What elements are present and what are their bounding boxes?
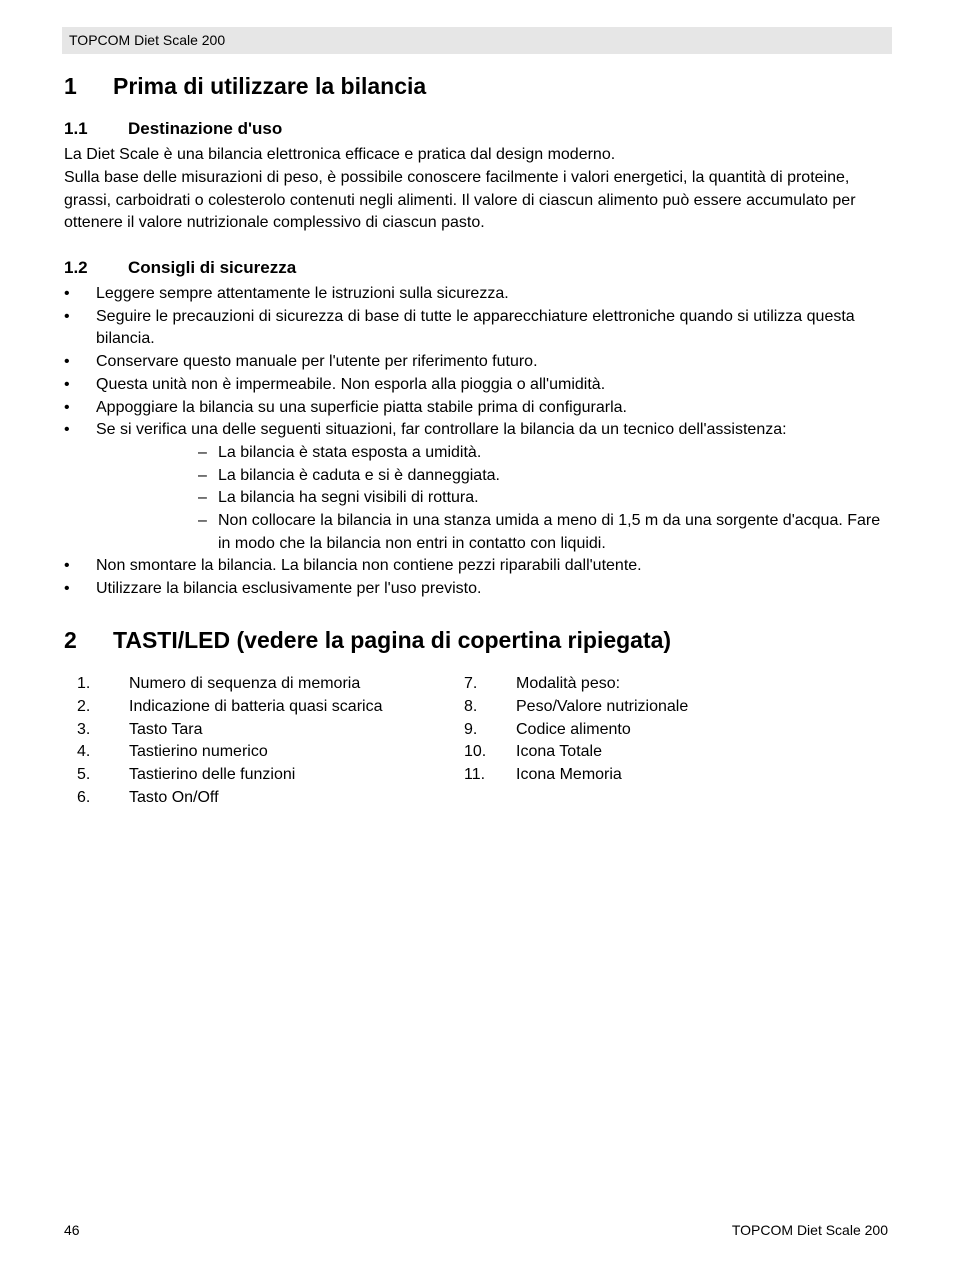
bullet-icon: • xyxy=(64,285,70,302)
key-label: Tasto On/Off xyxy=(129,788,219,806)
keys-list-right xyxy=(464,673,688,787)
safety-item xyxy=(64,419,892,555)
key-label: Tastierino delle funzioni xyxy=(129,766,296,784)
key-number: 5. xyxy=(77,766,91,784)
footer-title: TOPCOM Diet Scale 200 xyxy=(731,1222,888,1238)
safety-item xyxy=(64,283,892,306)
key-number: 4. xyxy=(77,743,91,761)
section-1-1-title: Destinazione d'uso xyxy=(128,119,283,138)
bullet-icon: • xyxy=(64,398,70,416)
section-1-title: Prima di utilizzare la bilancia xyxy=(113,73,427,99)
key-label: Numero di sequenza di memoria xyxy=(129,675,361,692)
section-2-number: 2 xyxy=(64,627,77,653)
key-label: Tasto Tara xyxy=(129,720,203,738)
safety-item-text: Leggere sempre attentamente le istruzioni sulla sicurezza. xyxy=(96,285,509,302)
bullet-icon: • xyxy=(64,421,70,439)
situation-item xyxy=(96,487,892,510)
situation-item xyxy=(96,442,892,465)
key-label: Icona Memoria xyxy=(516,766,622,784)
header-title: TOPCOM Diet Scale 200 xyxy=(69,32,226,48)
key-label: Codice alimento xyxy=(516,720,631,738)
safety-item-text: Questa unità non è impermeabile. Non esporla alla pioggia o all'umidità. xyxy=(96,375,606,393)
situation-item xyxy=(96,510,892,555)
key-item xyxy=(77,696,382,719)
bullet-icon: • xyxy=(64,557,70,575)
situation-item-text: Non collocare la bilancia in una stanza umida a meno di 1,5 m da una sorgente d'acqua. Fare in modo che la bilancia non entri in contatto con liquidi. xyxy=(218,512,881,552)
safety-list xyxy=(64,283,892,601)
dash-icon: – xyxy=(198,512,207,530)
key-item xyxy=(77,787,382,810)
key-item xyxy=(77,673,382,696)
intro-paragraph-1: La Diet Scale è una bilancia elettronica efficace e pratica dal design moderno. xyxy=(64,146,616,163)
key-number: 7. xyxy=(464,675,478,692)
key-number: 3. xyxy=(77,720,91,738)
situation-sublist xyxy=(96,442,892,556)
safety-item-text: Appoggiare la bilancia su una superficie piatta stabile prima di configurarla. xyxy=(96,398,627,416)
safety-item-text: Se si verifica una delle seguenti situazioni, far controllare la bilancia da un tecnico dell'assistenza: xyxy=(96,421,787,439)
bullet-icon: • xyxy=(64,307,70,325)
key-item xyxy=(464,764,688,787)
keys-list-left xyxy=(77,673,382,810)
safety-item xyxy=(64,351,892,374)
key-number: 10. xyxy=(464,743,487,761)
key-number: 8. xyxy=(464,697,478,715)
dash-icon: – xyxy=(198,489,207,507)
safety-item-text: Non smontare la bilancia. La bilancia non contiene pezzi riparabili dall'utente. xyxy=(96,557,642,575)
safety-item-text: Utilizzare la bilancia esclusivamente per l'uso previsto. xyxy=(96,580,482,598)
key-number: 11. xyxy=(464,766,486,784)
key-number: 9. xyxy=(464,720,478,738)
safety-item xyxy=(64,397,892,420)
key-label: Indicazione di batteria quasi scarica xyxy=(129,697,383,715)
key-item xyxy=(464,719,688,742)
key-item xyxy=(77,764,382,787)
section-1-2-number: 1.2 xyxy=(64,258,88,277)
bullet-icon: • xyxy=(64,353,70,371)
key-label: Tastierino numerico xyxy=(129,743,268,761)
safety-item xyxy=(64,306,892,351)
key-label: Modalità peso: xyxy=(516,675,621,692)
safety-item xyxy=(64,578,892,601)
dash-icon: – xyxy=(198,466,207,484)
section-1-2-title: Consigli di sicurezza xyxy=(128,258,297,277)
key-item xyxy=(77,719,382,742)
situation-item-text: La bilancia è stata esposta a umidità. xyxy=(218,443,482,461)
section-2-title: TASTI/LED (vedere la pagina di copertina ripiegata) xyxy=(113,627,672,653)
safety-item-text: Seguire le precauzioni di sicurezza di base di tutte le apparecchiature elettroniche quando si utilizza questa bilancia. xyxy=(96,307,855,348)
bullet-icon: • xyxy=(64,375,70,393)
key-number: 1. xyxy=(77,675,91,692)
running-header xyxy=(62,27,892,54)
safety-item xyxy=(64,555,892,578)
safety-item-text: Conservare questo manuale per l'utente per riferimento futuro. xyxy=(96,353,538,371)
section-1-number: 1 xyxy=(64,73,77,99)
bullet-icon: • xyxy=(64,580,70,598)
dash-icon: – xyxy=(198,443,207,461)
key-item xyxy=(464,741,688,764)
situation-item xyxy=(96,465,892,488)
page-number: 46 xyxy=(64,1222,80,1238)
key-item xyxy=(464,696,688,719)
key-number: 2. xyxy=(77,697,91,715)
key-item xyxy=(77,741,382,764)
key-item xyxy=(464,673,688,696)
section-1-1-number: 1.1 xyxy=(64,119,88,138)
situation-item-text: La bilancia ha segni visibili di rottura. xyxy=(218,489,479,507)
situation-item-text: La bilancia è caduta e si è danneggiata. xyxy=(218,466,500,484)
key-number: 6. xyxy=(77,788,91,806)
safety-item xyxy=(64,374,892,397)
intro-paragraph-2: Sulla base delle misurazioni di peso, è possibile conoscere facilmente i valori energetici, la quantità di proteine, grassi, carboidrati o colesterolo contenuti negli alimenti. Il valore di ciascun alimento può essere accumulato per ottenere il valore nutrizionale complessivo di ciascun pasto. xyxy=(64,169,856,231)
key-label: Icona Totale xyxy=(516,743,602,761)
key-label: Peso/Valore nutrizionale xyxy=(516,697,689,715)
